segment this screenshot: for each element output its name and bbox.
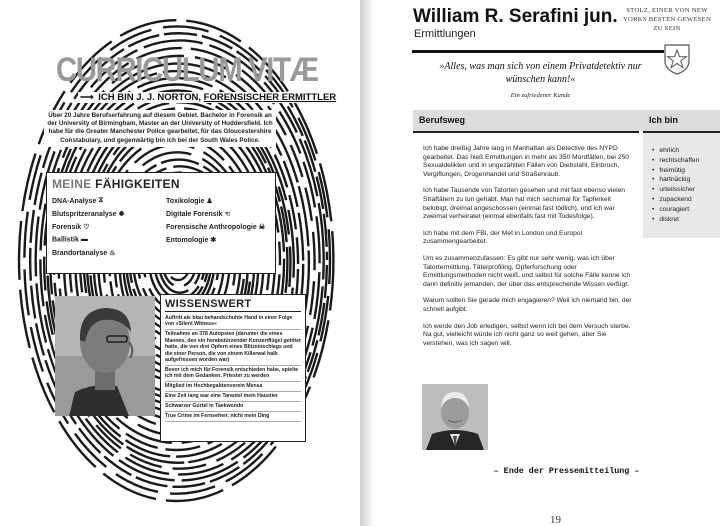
portrait-illustration bbox=[422, 384, 488, 450]
skill-label: DNA-Analyse bbox=[52, 197, 97, 205]
blood-splatter-icon: ✹ bbox=[118, 211, 125, 218]
client-quote: »Alles, was man sich von einem Privatdetektiv nur wünschen kann!« bbox=[439, 61, 642, 85]
tooth-icon: ♡ bbox=[83, 224, 90, 231]
career-paragraph: Ich habe dreißig Jahre lang in Manhattan als Detective des NYPD gearbeitet. Das hieß Ermittlungen in mehr als 350 Mordfällen, bei 250 Sexualdelikten und in ungezählten Fällen von Diebstahl, Einbruch, Vergiftungen, Drogenhandel und Straßenraub. bbox=[423, 145, 629, 178]
poison-bottle-icon: ♟ bbox=[206, 198, 213, 205]
gun-icon: ▬ bbox=[80, 236, 88, 243]
trait-item: • rechtschaffen bbox=[652, 156, 699, 166]
traits-heading: Ich bin bbox=[643, 110, 720, 131]
trait-item: • urteilssicher bbox=[652, 185, 699, 195]
skill-item bbox=[166, 236, 216, 244]
career-paragraph: Um es zusammenzufassen: Es gibt nur sehr wenig, was ich über Tatortermittlung, Täterprofiling, Opferforschung oder Ermittlungsmethoden nicht weiß, und selbst für solche Fälle kenne ich dann definitiv jemanden, der über das entsprechende Wissen verfügt. bbox=[423, 254, 631, 288]
proud-tagline: STOLZ, EINER VON NEW YORKS BESTEN GEWESEN ZU SEIN bbox=[622, 7, 712, 32]
traits-list bbox=[652, 146, 699, 224]
skill-label: Entomologie bbox=[166, 236, 209, 244]
skill-item bbox=[166, 210, 231, 218]
skill-label: Forensik bbox=[52, 223, 82, 231]
flame-icon: ♨ bbox=[109, 250, 116, 257]
career-heading: Berufsweg bbox=[413, 110, 647, 131]
skill-item bbox=[52, 223, 89, 231]
trivia-item: Eine Zeit lang war eine Tarantel mein Haustier bbox=[165, 392, 301, 402]
header-rule bbox=[412, 50, 664, 53]
skill-label: Ballistik bbox=[52, 236, 79, 244]
press-release-end: – Ende der Pressemitteilung – bbox=[493, 466, 640, 476]
skill-label: Blutspritzeranalyse bbox=[52, 210, 117, 218]
trait-item: • hartnäckig bbox=[652, 175, 699, 185]
career-heading-rule bbox=[413, 131, 639, 133]
skill-item bbox=[52, 197, 103, 205]
right-page bbox=[360, 0, 720, 526]
skill-label: Digitale Forensik bbox=[166, 210, 223, 218]
skills-box bbox=[46, 172, 276, 274]
portrait-photo-norton bbox=[55, 296, 155, 416]
skills-title-b: FÄHIGKEITEN bbox=[95, 177, 180, 191]
skill-item bbox=[166, 197, 213, 205]
detective-name: William R. Serafini jun. bbox=[413, 6, 618, 27]
trait-item: • zupackend bbox=[652, 195, 699, 205]
trait-item: • freimütig bbox=[652, 166, 699, 176]
skill-label: Brandortanalyse bbox=[52, 249, 108, 257]
career-paragraph: Ich werde den Job erledigen, selbst wenn ich bei dem Versuch sterbe. Na gut, vielleicht würde ich nicht ganz so weit gehen, aber Sie verstehen, was ich sagen will. bbox=[423, 322, 631, 347]
bug-icon: ✱ bbox=[210, 237, 217, 244]
client-quote-attribution: Ein zufriedener Kunde bbox=[510, 92, 571, 99]
skill-item bbox=[52, 236, 88, 243]
skill-item bbox=[52, 249, 116, 257]
career-paragraph: Warum sollten Sie gerade mich engagieren? Weil ich niemand bin, der schnell aufgibt. bbox=[423, 297, 632, 313]
career-text bbox=[423, 145, 635, 356]
cv-subtitle bbox=[78, 92, 338, 103]
cv-subtitle-name: ICH BIN J. J. NORTON, bbox=[98, 92, 202, 103]
skill-label: Forensische Anthropologie bbox=[166, 223, 257, 231]
cv-subtitle-profession: FORENSISCHER ERMITTLER bbox=[203, 92, 337, 103]
portrait-photo-serafini bbox=[422, 384, 488, 450]
trivia-box bbox=[160, 294, 306, 442]
trivia-item: Mitglied im Hochbegabtenverein Mensa bbox=[165, 382, 301, 392]
trait-item: • couragiert bbox=[652, 205, 699, 215]
trivia-title: WISSENSWERT bbox=[165, 298, 301, 312]
dna-icon: ⧖ bbox=[98, 197, 104, 204]
trivia-item: Auftritt als blau behandschuhte Hand in einer Folge von »Silent Witness« bbox=[165, 314, 301, 330]
skill-item bbox=[52, 210, 124, 218]
page-number: 19 bbox=[550, 514, 561, 526]
portrait-illustration bbox=[55, 296, 155, 416]
skill-item bbox=[166, 223, 265, 231]
trivia-item: Bevor ich mich für Forensik entschieden habe, spielte ich mit dem Gedanken, Priester zu werden bbox=[165, 366, 301, 382]
career-paragraph: Ich habe Tausende von Tatorten gesehen und mit fast ebenso vielen Straftätern zu tun gehabt. Man hat mich sechsmal für Tapferkeit belobigt, dreimal angeschossen (einmal fast tödlich), und ich war zweimal verheiratet (einmal ebenfalls fast mit Todesfolge). bbox=[423, 187, 626, 221]
cv-title: CURRICULUM VITÆ bbox=[56, 51, 318, 89]
hand-icon: ☜ bbox=[224, 211, 231, 218]
trivia-item: True Crime im Fernsehen: nicht mein Ding bbox=[165, 412, 301, 422]
trait-item: • ehrlich bbox=[652, 146, 699, 156]
skull-icon: ☠ bbox=[258, 224, 266, 231]
trivia-item: Schwarzer Gürtel in Taekwondo bbox=[165, 402, 301, 412]
cv-intro: Über 20 Jahre Berufserfahrung auf diesem Gebiet. Bachelor in Forensik an der University of Birmingham, Master an der University of Huddersfield. Ich habe für die Greater Manchester Police gearbeitet, für das Gloucestershire Constabulary, und gegenwärtig bin ich bei der South Wales Police. bbox=[44, 110, 276, 147]
trait-item: • diskret bbox=[652, 215, 699, 225]
skills-title bbox=[52, 177, 270, 191]
skill-label: Toxikologie bbox=[166, 197, 205, 205]
skills-title-a: MEINE bbox=[52, 177, 92, 191]
police-badge-star-icon bbox=[663, 43, 691, 75]
career-paragraph: Ich habe mit dem FBI, der Met in London und Europol zusammengearbeitet. bbox=[423, 229, 583, 246]
arrow-right-icon: ⟶ bbox=[80, 92, 94, 103]
page-gutter-shadow bbox=[360, 0, 374, 526]
detective-role: Ermittlungen bbox=[414, 28, 476, 40]
trivia-item: Teilnahme an 378 Autopsien (darunter die eines Mannes, den ein herabstürzender Konzertflügel getötet hatte, die von drei Opfern eines Blitzeinschlags und die einer Person, die von einem Killerwal halb aufgefressen worden war) bbox=[165, 330, 301, 366]
